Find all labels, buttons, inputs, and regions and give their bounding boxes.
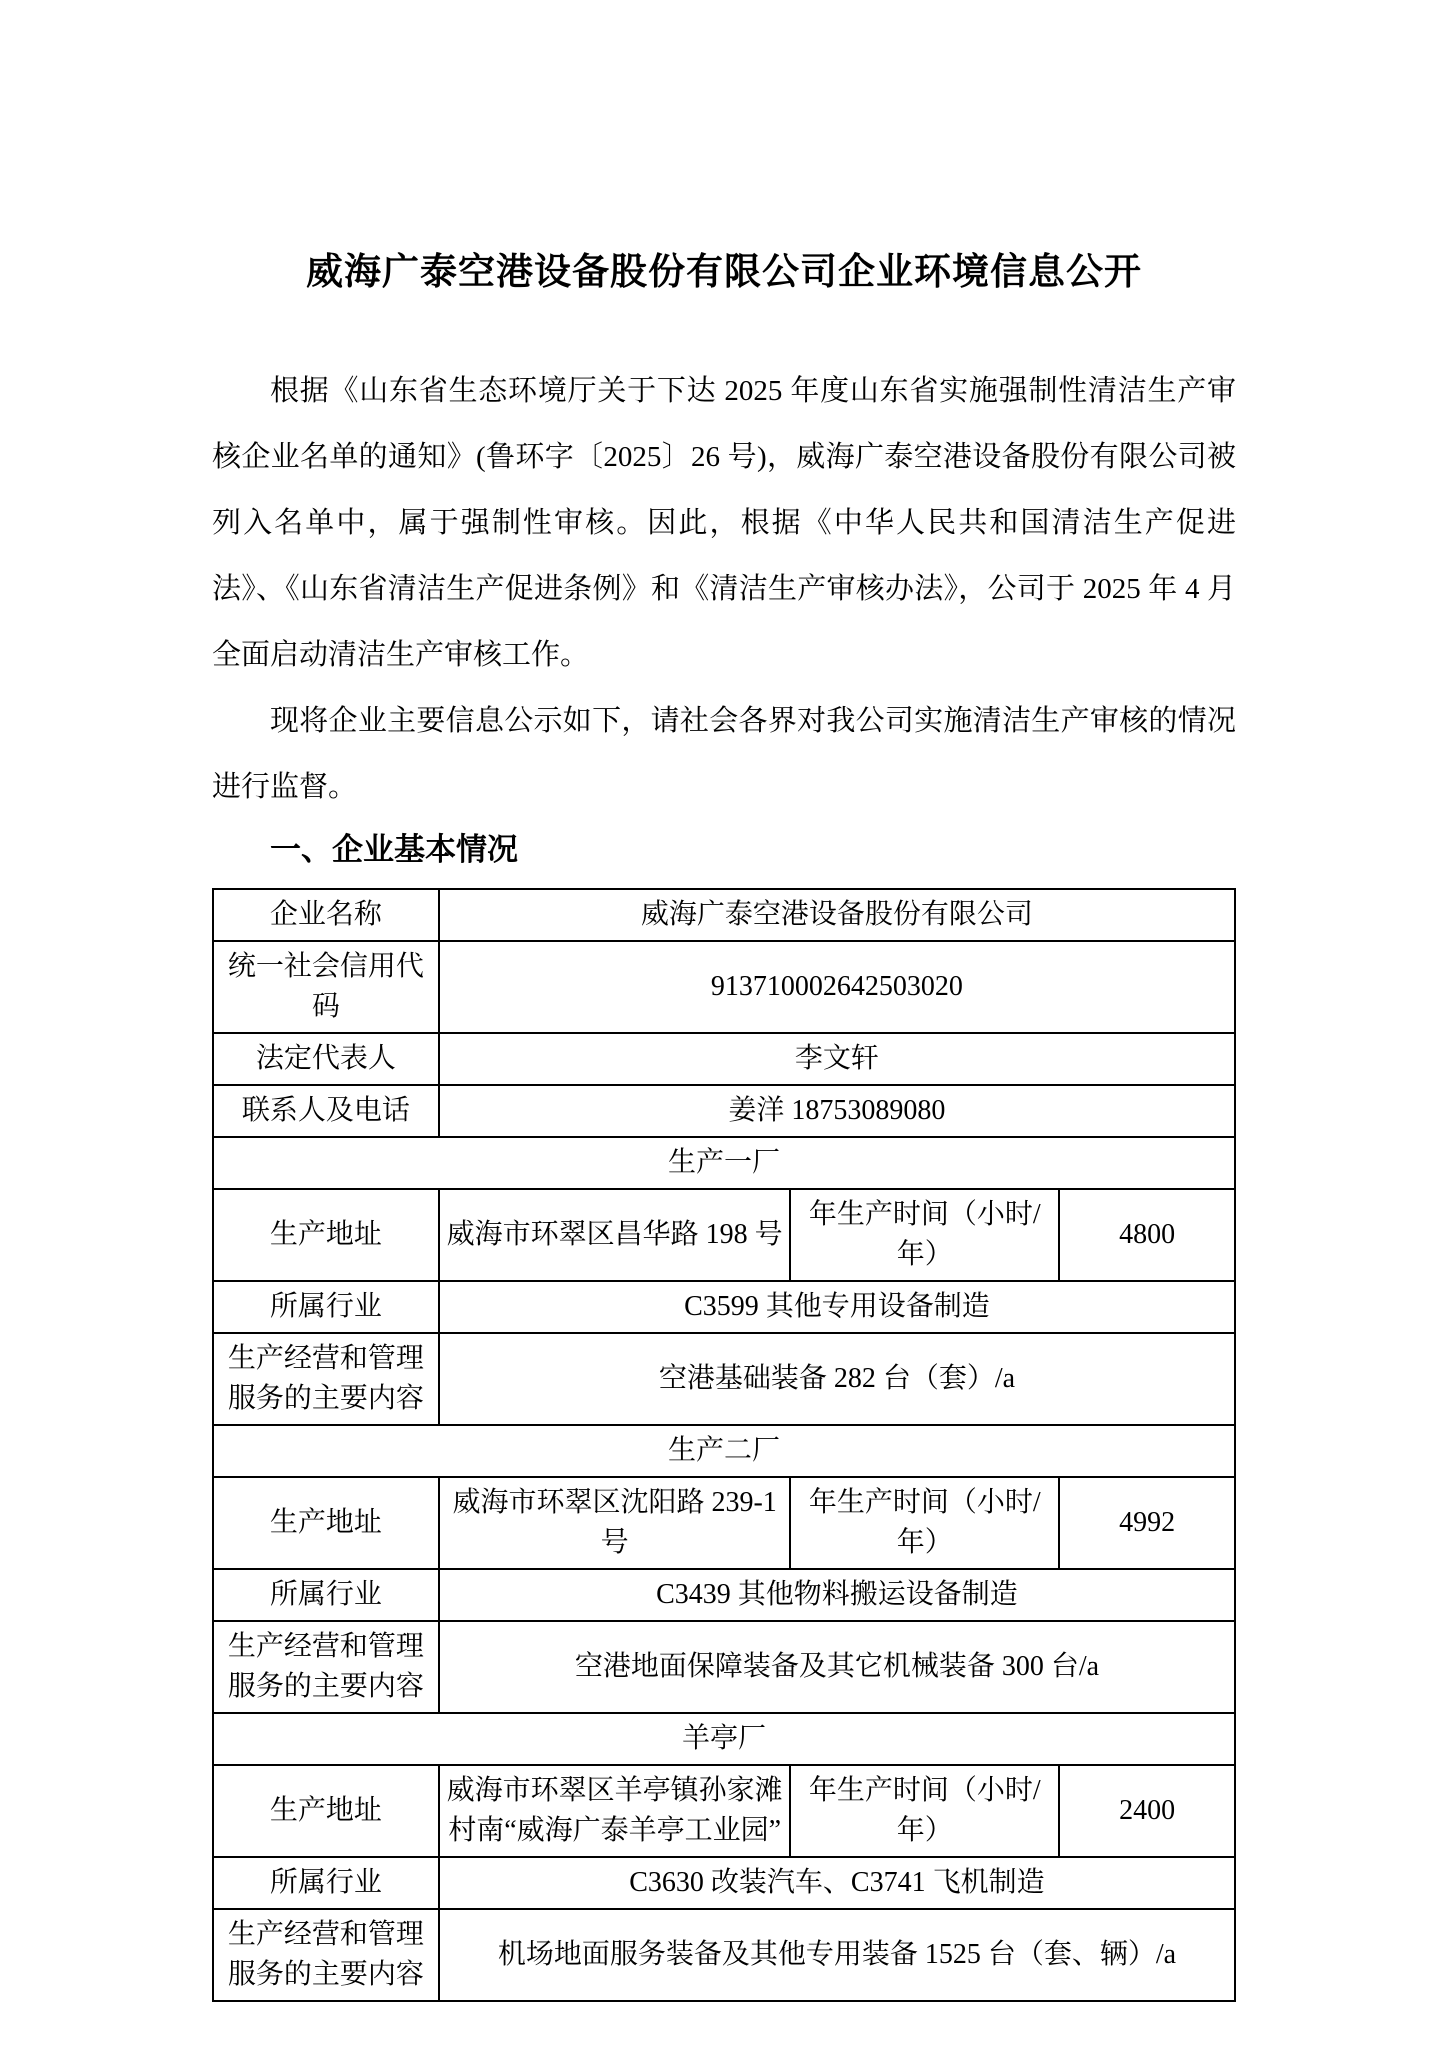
yangting-address-label: 生产地址 bbox=[213, 1765, 439, 1857]
row-plant-1-business-scope bbox=[213, 1333, 1235, 1425]
plant-1-business-scope-label: 生产经营和管理服务的主要内容 bbox=[213, 1333, 439, 1425]
plant-1-business-scope-value: 空港基础装备 282 台（套）/a bbox=[439, 1333, 1235, 1425]
plant-1-address-value: 威海市环翠区昌华路 198 号 bbox=[439, 1189, 791, 1281]
legal-representative-value: 李文轩 bbox=[439, 1033, 1235, 1085]
row-section-plant-1 bbox=[213, 1137, 1235, 1189]
yangting-production-time-label: 年生产时间（小时/年） bbox=[790, 1765, 1059, 1857]
row-legal-representative bbox=[213, 1033, 1235, 1085]
row-yangting-business-scope bbox=[213, 1909, 1235, 2001]
company-name-label: 企业名称 bbox=[213, 889, 439, 941]
yangting-production-time-value: 2400 bbox=[1059, 1765, 1235, 1857]
plant-2-production-time-value: 4992 bbox=[1059, 1477, 1235, 1569]
paragraph-audit-notice: 根据《山东省生态环境厅关于下达 2025 年度山东省实施强制性清洁生产审核企业名单的通知》(鲁环字〔2025〕26 号)，威海广泰空港设备股份有限公司被列入名单中，属于强制性审核。因此，根据《中华人民共和国清洁生产促进法》、《山东省清洁生产促进条例》和《清洁生产审核办法》，公司于 2025 年 4 月全面启动清洁生产审核工作。 bbox=[212, 375, 1236, 671]
row-yangting-address bbox=[213, 1765, 1235, 1857]
row-section-plant-2 bbox=[213, 1425, 1235, 1477]
row-plant-1-industry bbox=[213, 1281, 1235, 1333]
contact-label: 联系人及电话 bbox=[213, 1085, 439, 1137]
credit-code-label: 统一社会信用代码 bbox=[213, 941, 439, 1033]
yangting-industry-value: C3630 改装汽车、C3741 飞机制造 bbox=[439, 1857, 1235, 1909]
row-company-name bbox=[213, 889, 1235, 941]
plant-2-business-scope-label: 生产经营和管理服务的主要内容 bbox=[213, 1621, 439, 1713]
row-plant-2-address bbox=[213, 1477, 1235, 1569]
company-info-table bbox=[212, 888, 1236, 2002]
plant-1-industry-value: C3599 其他专用设备制造 bbox=[439, 1281, 1235, 1333]
row-section-yangting bbox=[213, 1713, 1235, 1765]
row-yangting-industry bbox=[213, 1857, 1235, 1909]
yangting-business-scope-label: 生产经营和管理服务的主要内容 bbox=[213, 1909, 439, 2001]
yangting-industry-label: 所属行业 bbox=[213, 1857, 439, 1909]
row-contact bbox=[213, 1085, 1235, 1137]
plant-1-production-time-value: 4800 bbox=[1059, 1189, 1235, 1281]
legal-representative-label: 法定代表人 bbox=[213, 1033, 439, 1085]
plant-2-business-scope-value: 空港地面保障装备及其它机械装备 300 台/a bbox=[439, 1621, 1235, 1713]
section-heading-basic-info: 一、企业基本情况 bbox=[270, 832, 518, 867]
company-name-value: 威海广泰空港设备股份有限公司 bbox=[439, 889, 1235, 941]
plant-1-industry-label: 所属行业 bbox=[213, 1281, 439, 1333]
plant-2-address-label: 生产地址 bbox=[213, 1477, 439, 1569]
row-plant-1-address bbox=[213, 1189, 1235, 1281]
plant-1-section-title: 生产一厂 bbox=[213, 1137, 1235, 1189]
yangting-business-scope-value: 机场地面服务装备及其他专用装备 1525 台（套、辆）/a bbox=[439, 1909, 1235, 2001]
plant-2-industry-label: 所属行业 bbox=[213, 1569, 439, 1621]
document-title: 威海广泰空港设备股份有限公司企业环境信息公开 bbox=[306, 252, 1142, 293]
paragraph-disclosure-statement: 现将企业主要信息公示如下，请社会各界对我公司实施清洁生产审核的情况进行监督。 bbox=[212, 705, 1236, 803]
plant-2-section-title: 生产二厂 bbox=[213, 1425, 1235, 1477]
plant-1-production-time-label: 年生产时间（小时/年） bbox=[790, 1189, 1059, 1281]
yangting-section-title: 羊亭厂 bbox=[213, 1713, 1235, 1765]
plant-2-production-time-label: 年生产时间（小时/年） bbox=[790, 1477, 1059, 1569]
row-credit-code bbox=[213, 941, 1235, 1033]
credit-code-value: 913710002642503020 bbox=[439, 941, 1235, 1033]
plant-2-address-value: 威海市环翠区沈阳路 239-1 号 bbox=[439, 1477, 791, 1569]
plant-2-industry-value: C3439 其他物料搬运设备制造 bbox=[439, 1569, 1235, 1621]
yangting-address-value: 威海市环翠区羊亭镇孙家滩村南“威海广泰羊亭工业园” bbox=[439, 1765, 791, 1857]
row-plant-2-industry bbox=[213, 1569, 1235, 1621]
row-plant-2-business-scope bbox=[213, 1621, 1235, 1713]
plant-1-address-label: 生产地址 bbox=[213, 1189, 439, 1281]
contact-value: 姜洋 18753089080 bbox=[439, 1085, 1235, 1137]
